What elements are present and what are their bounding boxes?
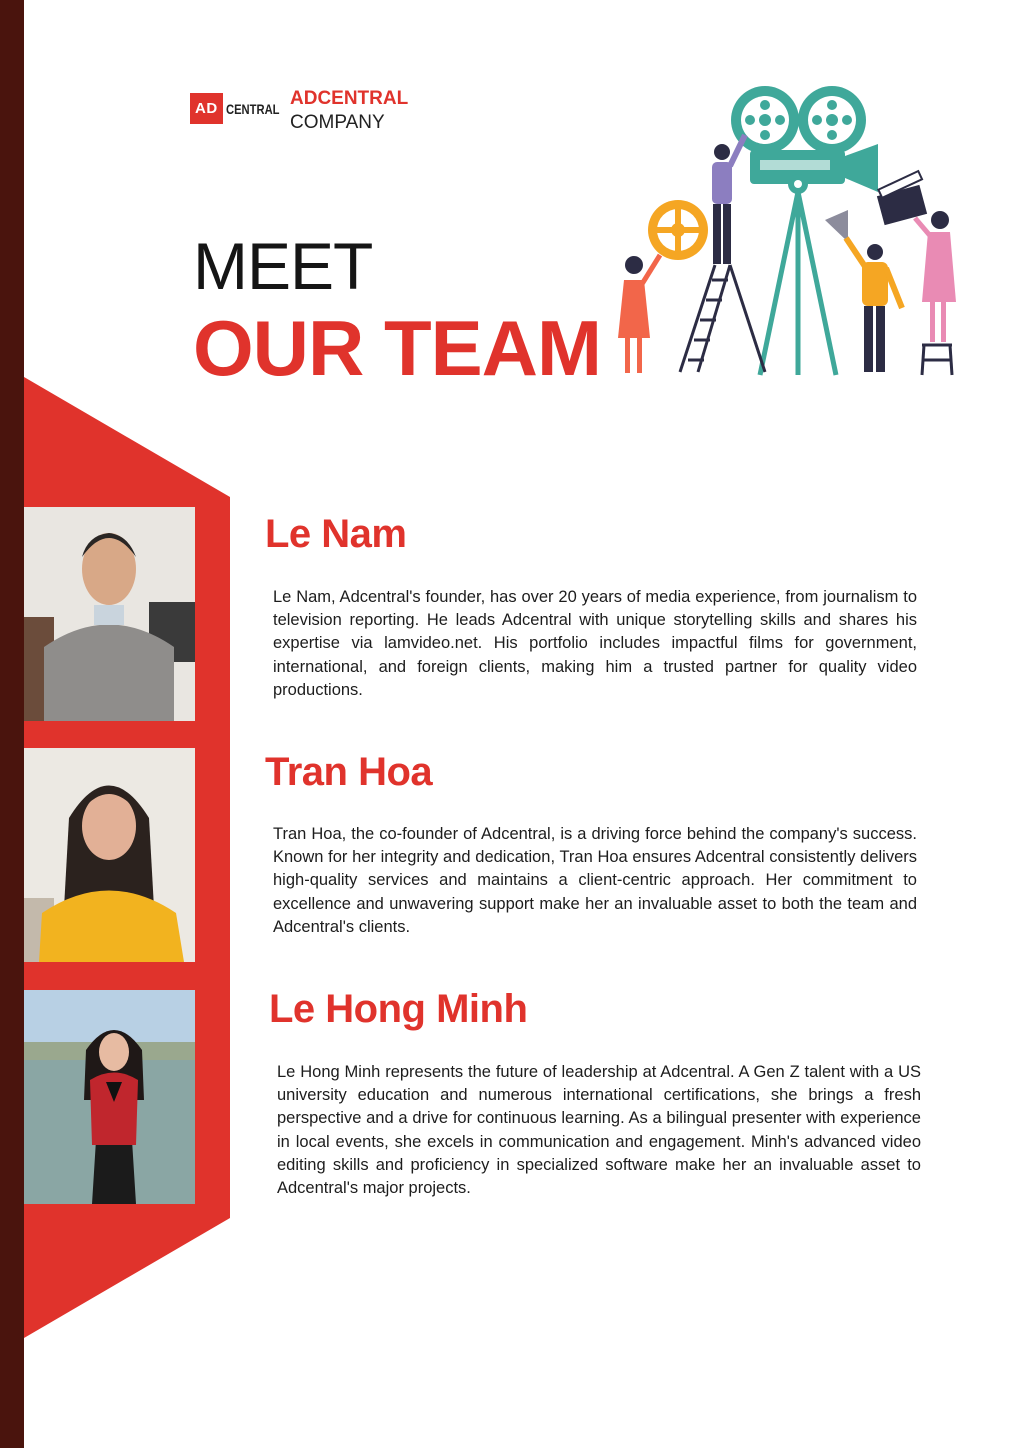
ladder-icon	[680, 265, 765, 372]
member-bio-tran-hoa: Tran Hoa, the co-founder of Adcentral, is a driving force behind the company's success. Known for her integrity and dedication, Tran Hoa ensures Adcentral consistently delivers high-quality services and maintains a client-centric approach. Her commitment to excellence and unwavering support make her an invaluable asset to both the team and Adcentral's clients.	[273, 825, 917, 936]
company-title	[290, 87, 408, 135]
orange-film-reel-icon	[648, 200, 708, 260]
company-subtitle: COMPANY	[290, 112, 385, 133]
woman-with-reel-icon	[618, 255, 660, 373]
woman-with-clapperboard-icon	[915, 211, 956, 375]
heading-our-team: OUR TEAM	[193, 304, 601, 392]
heading-meet: MEET	[193, 229, 373, 303]
company-name: ADCENTRAL	[290, 88, 409, 109]
tripod-icon	[760, 192, 836, 375]
film-crew-illustration	[610, 80, 970, 385]
photo-le-hong-minh	[24, 990, 195, 1204]
clapperboard-icon	[877, 171, 927, 225]
member-name-le-nam: Le Nam	[265, 512, 407, 556]
company-logo	[190, 93, 293, 124]
member-bio-le-nam: Le Nam, Adcentral's founder, has over 20 years of media experience, from journalism to television reporting. He leads Adcentral with unique storytelling skills and shares his expertise via lamvideo.net. His portfolio includes impactful films for government, international, and foreign clients, making him a trusted partner for quality video productions.	[273, 588, 917, 699]
photo-tran-hoa	[24, 748, 195, 962]
camera-reel-right-icon	[798, 86, 866, 154]
man-on-ladder-icon	[712, 135, 745, 264]
member-name-tran-hoa: Tran Hoa	[265, 750, 433, 794]
photo-le-nam	[24, 507, 195, 721]
member-bio-le-hong-minh: Le Hong Minh represents the future of leadership at Adcentral. A Gen Z talent with a US university education and numerous international certifications, she brings a fresh perspective and a drive for continuous learning. As a bilingual presenter with experience in local events, she excels in communication and engagement. Minh's advanced video editing skills and proficiency in specialized software make her an invaluable asset to Adcentral's major projects.	[277, 1063, 921, 1198]
camera-body-icon	[750, 144, 878, 194]
logo-central-text: CENTRAL	[225, 100, 280, 117]
logo-ad-mark: AD	[190, 93, 223, 124]
megaphone-man-icon	[825, 210, 902, 372]
member-name-le-hong-minh: Le Hong Minh	[269, 987, 528, 1031]
